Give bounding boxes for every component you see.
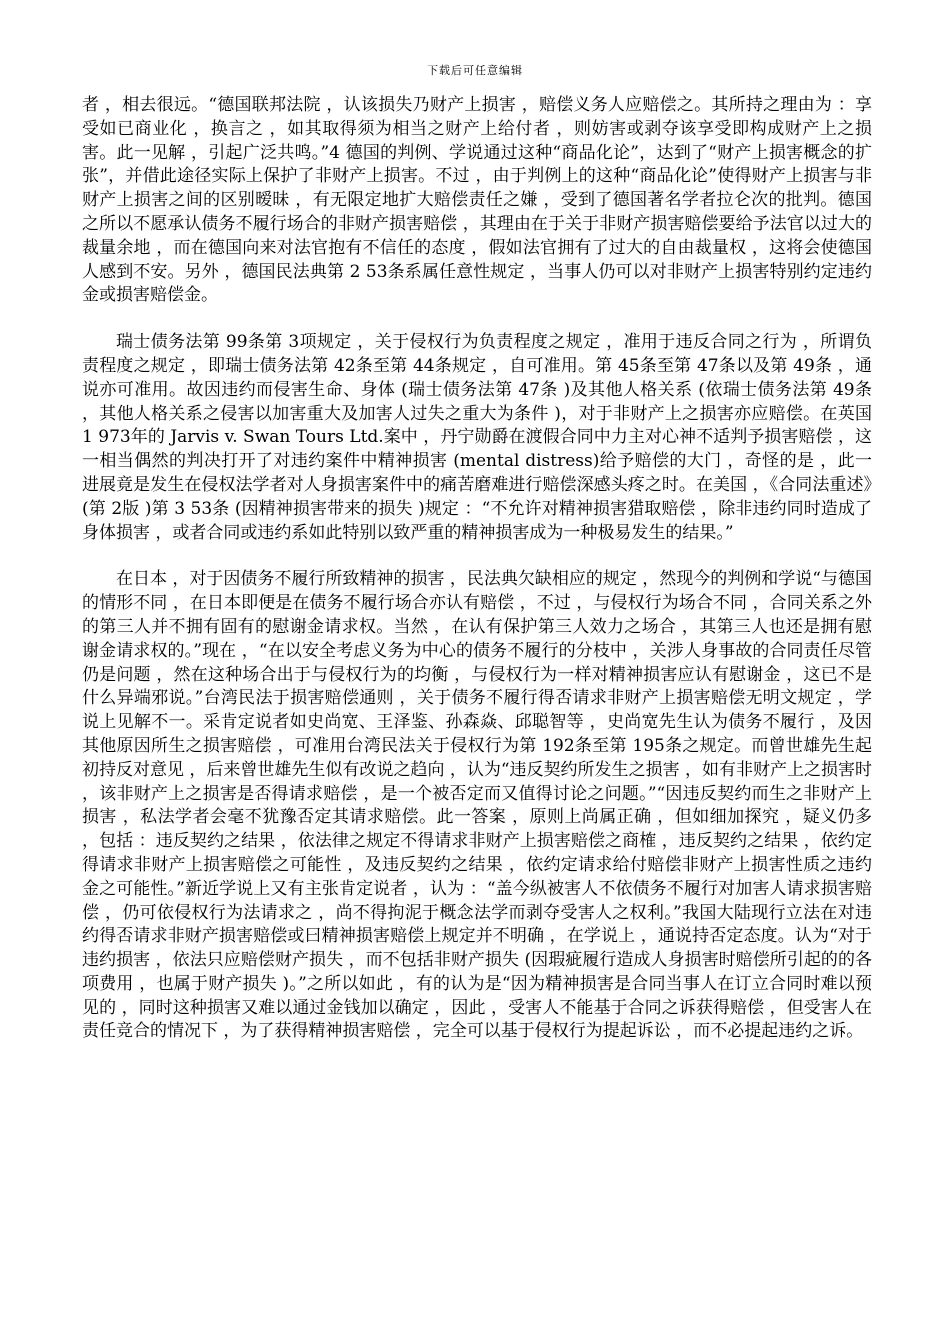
header-note: 下载后可任意编辑	[427, 64, 523, 77]
document-body	[82, 94, 872, 1044]
paragraph-3: 在日本 ，对于因债务不履行所致精神的损害 ，民法典欠缺相应的规定 ，然现今的判例和学说“与德国的情形不同 ，在日本即便是在债务不履行场合亦认有赔偿 ，不过 ，与侵权行为场合不同 ，合同关系之外的第三人并不拥有固有的慰谢金请求权。当然 ，在认有保护第三人效力之场合 ，其第三人也还是拥有慰谢金请求权的。”现在 ，“在以安全考虑义务为中心的债务不履行的分枝中 ，关涉人身事故的合同责任尽管仍是问题 ，然在这种场合出于与侵权行为的均衡 ，与侵权行为一样对精神损害应认有慰谢金 ，这已不是什么异端邪说。”台湾民法于损害赔偿通则 ，关于债务不履行得否请求非财产上损害赔偿无明文规定 ，学说上见解不一。采肯定说者如史尚宽、王泽鉴、孙森焱、邱聪智等 ，史尚宽先生认为债务不履行 ，及因其他原因所生之损害赔偿 ，可准用台湾民法关于侵权行为第 192条至第 195条之规定。而曾世雄先生起初持反对意见 ，后来曾世雄先生似有改说之趋向 ，认为“违反契约所发生之损害 ，如有非财产上之损害时 ，该非财产上之损害是否得请求赔偿 ，是一个被否定而又值得讨论之问题。”“因违反契约而生之非财产上损害 ，私法学者会毫不犹豫否定其请求赔偿。此一答案 ，原则上尚属正确 ，但如细加探究 ，疑义仍多 ，包括 ：违反契约之结果 ，依法律之规定不得请求非财产上损害赔偿之商榷 ，违反契约之结果 ，依约定得请求非财产上损害赔偿之可能性 ，及违反契约之结果 ，依约定请求给付赔偿非财产上损害性质之违约金之可能性。”新近学说上又有主张肯定说者 ，认为 ：“盖今纵被害人不依债务不履行对加害人请求损害赔偿 ，仍可依侵权行为法请求之 ，尚不得拘泥于概念法学而剥夺受害人之权利。”我国大陆现行立法在对违约得否请求非财产损害赔偿或曰精神损害赔偿上规定并不明确 ，在学说上 ，通说持否定态度。认为“对于违约损害 ，依法只应赔偿财产损失 ，而不包括非财产损失 (因瑕疵履行造成人身损害时赔偿所引起的的各项费用 ，也属于财产损失 )。”之所以如此 ，有的认为是“因为精神损害是合同当事人在订立合同时难以预见的 ，同时这种损害又难以通过金钱加以确定 ，因此 ，受害人不能基于合同之诉获得赔偿 ，但受害人在责任竞合的情况下 ，为了获得精神损害赔偿 ，完全可以基于侵权行为提起诉讼 ，而不必提起违约之诉。	[82, 569, 872, 1042]
paragraph-1: 者 ，相去很远。“德国联邦法院 ，认该损失乃财产上损害 ，赔偿义务人应赔偿之。其所持之理由为 ：享受如已商业化 ，换言之 ，如其取得须为相当之财产上给付者 ，则妨害或剥夺该享受即构成财产上之损害。此一见解 ，引起广泛共鸣。”4 德国的判例、学说通过这种“商品化论”，达到了“财产上损害概念的扩张”，并借此途径实际上保护了非财产上损害。不过 ，由于判例上的这种“商品化论”使得财产上损害与非财产上损害之间的区别暧昧 ，有无限定地扩大赔偿责任之嫌 ，受到了德国著名学者拉仑次的批判。德国之所以不愿承认债务不履行场合的非财产损害赔偿 ，其理由在于关于非财产损害赔偿要给予法官以过大的裁量余地 ，而在德国向来对法官抱有不信任的态度 ，假如法官拥有了过大的自由裁量权 ，这将会使德国人感到不安。另外 ，德国民法典第 2 53条系属任意性规定 ，当事人仍可以对非财产上损害特别约定违约金或损害赔偿金。	[82, 95, 872, 306]
paragraph-2: 瑞士债务法第 99条第 3项规定 ，关于侵权行为负责程度之规定 ，准用于违反合同之行为 ，所谓负责程度之规定 ，即瑞士债务法第 42条至第 44条规定 ，自可准用。第 45条至第 47条以及第 49条 ，通说亦可准用。故因违约而侵害生命、身体 (瑞士债务法第 47条 )及其他人格关系 (依瑞士债务法第 49条 ，其他人格关系之侵害以加害重大及加害人过失之重大为条件 )，对于非财产上之损害亦应赔偿。在英国 1 973年的 Jarvis v. Swan Tours Ltd.案中 ，丹宁勋爵在渡假合同中力主对心神不适判予损害赔偿 ，这一相当偶然的判决打开了对违约案件中精神损害 (mental distress)给予赔偿的大门 ，奇怪的是 ，此一进展竟是发生在侵权法学者对人身损害案件中的痛苦磨难进行赔偿深感头疼之时。在美国 ，《合同法重述》(第 2版 )第 3 53条 (因精神损害带来的损失 )规定 ：“不允许对精神损害猎取赔偿 ，除非违约同时造成了身体损害 ，或者合同或违约系如此特别以致严重的精神损害成为一种极易发生的结果。”	[82, 332, 872, 543]
